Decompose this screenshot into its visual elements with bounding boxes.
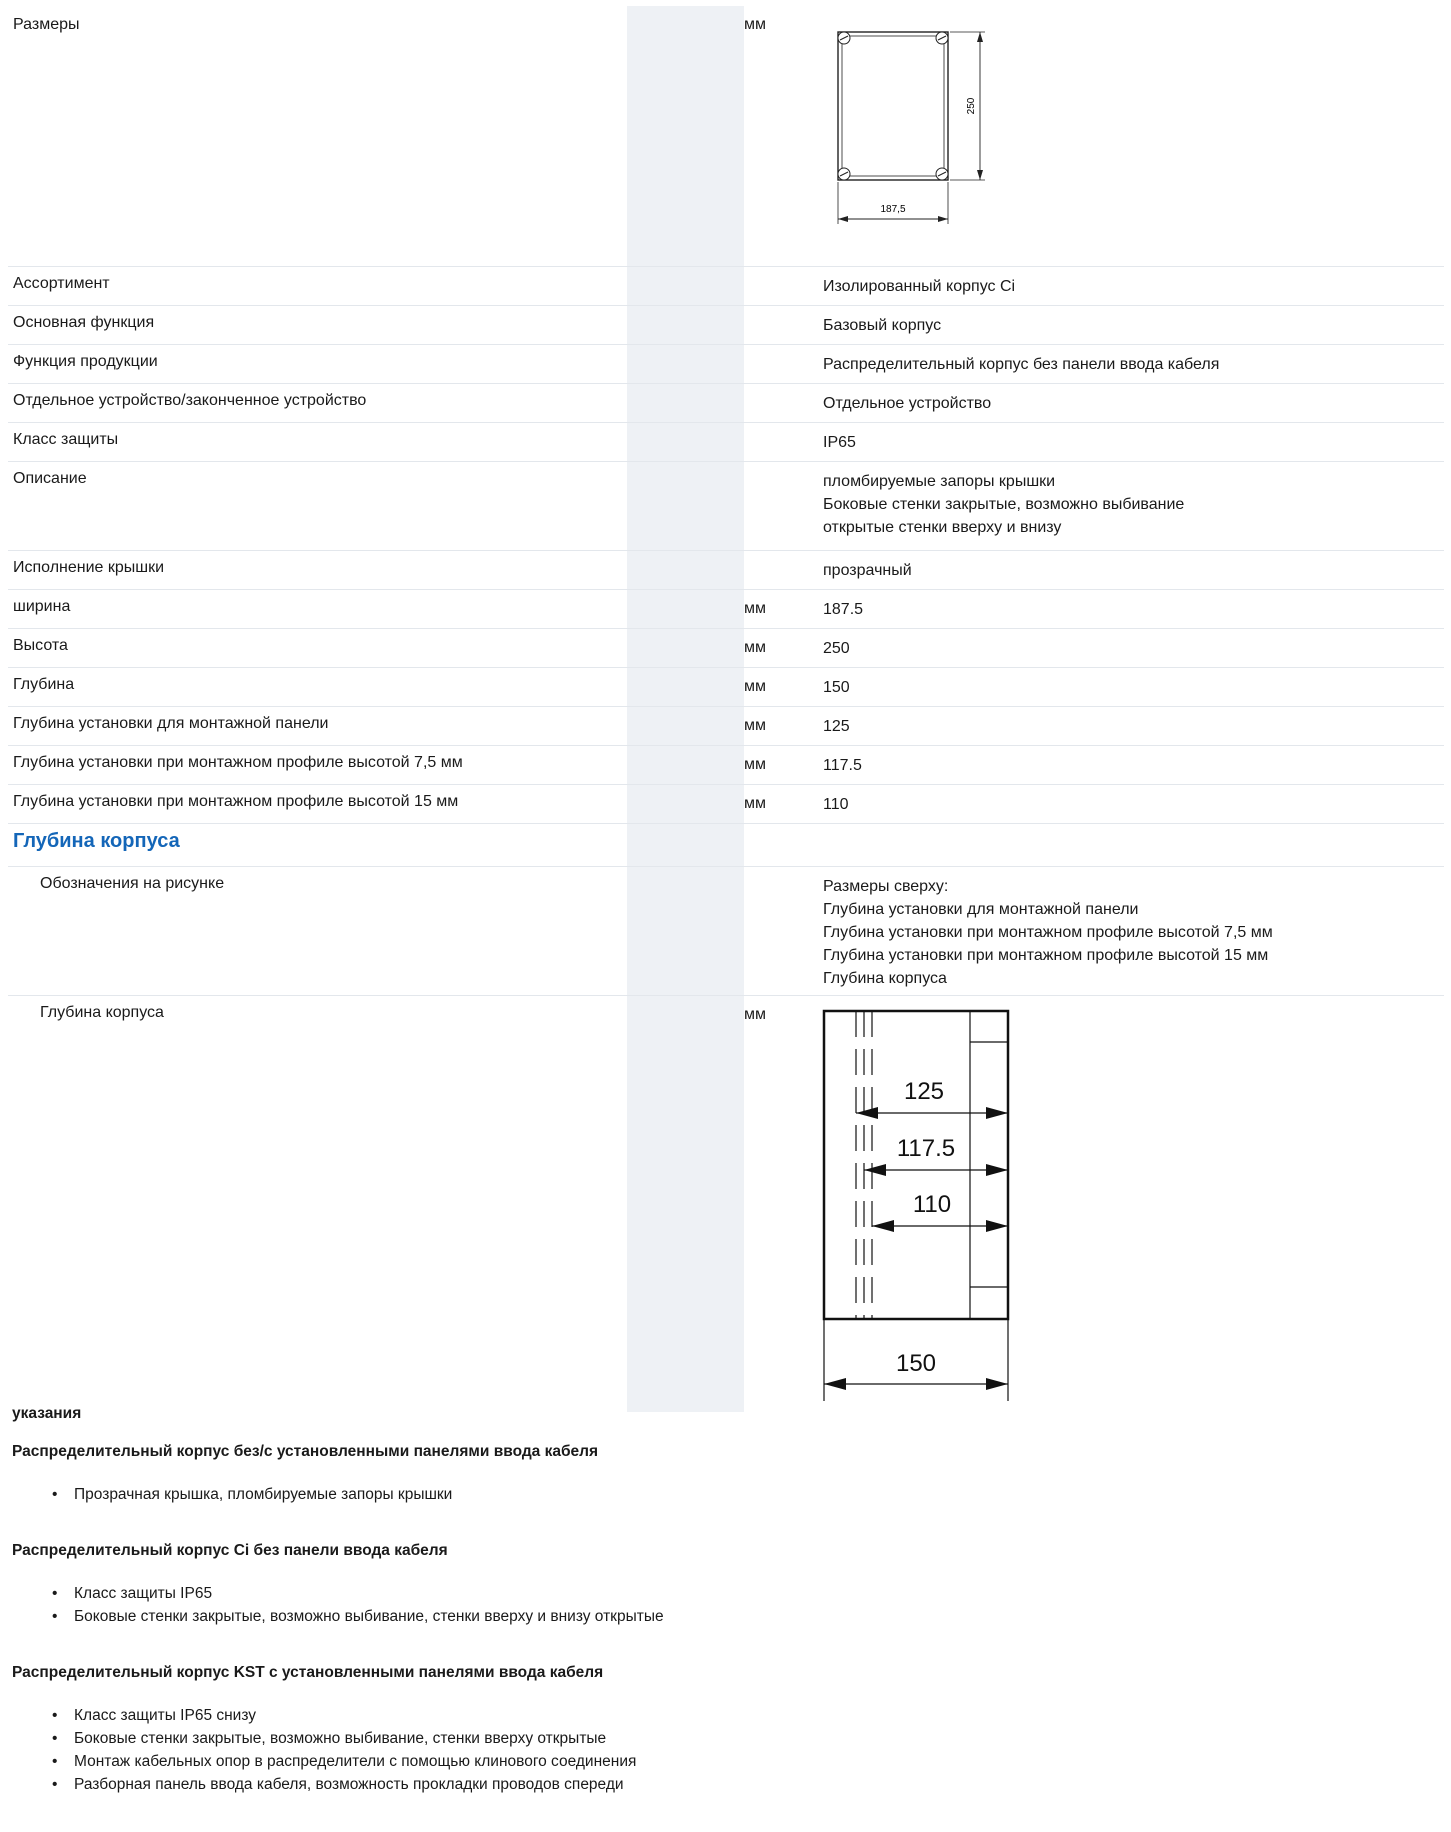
spec-row (8, 785, 1444, 824)
spec-unit: мм (744, 795, 766, 812)
spec-label: Глубина установки при монтажном профиле высотой 7,5 мм (13, 754, 463, 771)
note-group-title: Распределительный корпус без/с установленными панелями ввода кабеля (12, 1443, 599, 1460)
spec-row (8, 629, 1444, 668)
spec-label: Глубина (13, 676, 75, 693)
legend-line: Глубина корпуса (823, 970, 947, 987)
spec-label: Глубина установки при монтажном профиле высотой 15 мм (13, 793, 459, 810)
spec-value: прозрачный (823, 562, 912, 579)
note-list (12, 1704, 1432, 1796)
spec-value (813, 6, 1444, 266)
spec-row (8, 668, 1444, 707)
spec-label: Размеры (13, 16, 80, 33)
spec-value: Отдельное устройство (823, 395, 992, 412)
spec-table (8, 6, 1444, 1412)
spec-label: Описание (13, 470, 87, 487)
spec-unit: мм (744, 678, 766, 695)
note-list (12, 1582, 1432, 1628)
spec-row-depth (8, 996, 1444, 1412)
depth-label-110: 110 (912, 1191, 952, 1218)
section-heading-row (8, 824, 1444, 867)
legend-line: Глубина установки при монтажном профиле высотой 15 мм (823, 947, 1269, 964)
spec-row (8, 707, 1444, 746)
enclosure-depth-drawing (818, 1006, 1018, 1406)
spec-unit: мм (744, 756, 766, 773)
notes-heading: указания (12, 1405, 82, 1422)
spec-value: 110 (823, 796, 849, 813)
spec-value: 150 (823, 679, 850, 696)
spec-row (8, 746, 1444, 785)
spec-value (813, 462, 1444, 550)
list-item: • Разборная панель ввода кабеля, возможность прокладки проводов спереди (74, 1773, 1432, 1796)
spec-value (813, 867, 1444, 995)
spec-value: 125 (823, 718, 850, 735)
spec-row (8, 551, 1444, 590)
list-item: • Монтаж кабельных опор в распределители с помощью клинового соединения (74, 1750, 1432, 1773)
legend-line: Глубина установки при монтажном профиле высотой 7,5 мм (823, 924, 1273, 941)
spec-label: Глубина корпуса (40, 1004, 164, 1021)
spec-value: Изолированный корпус Ci (823, 278, 1016, 295)
spec-value: Распределительный корпус без панели ввода кабеля (823, 356, 1220, 373)
drawing-width-label: 187,5 (880, 204, 906, 215)
list-item: • Боковые стенки закрытые, возможно выбивание, стенки вверху и внизу открытые (74, 1605, 1432, 1628)
spec-unit: мм (744, 600, 766, 617)
legend-line: Глубина установки для монтажной панели (823, 901, 1139, 918)
note-group-title: Распределительный корпус KST с установленными панелями ввода кабеля (12, 1664, 604, 1681)
depth-label-117-5: 117.5 (896, 1135, 956, 1162)
spec-label: Ассортимент (13, 275, 110, 292)
spec-row (8, 306, 1444, 345)
enclosure-front-drawing (833, 24, 993, 234)
spec-label: Класс защиты (13, 431, 119, 448)
spec-label: Отдельное устройство/законченное устройство (13, 392, 367, 409)
spec-row-dimensions (8, 6, 1444, 267)
spec-label: Функция продукции (13, 353, 158, 370)
spec-label: Обозначения на рисунке (40, 875, 225, 892)
spec-label: Основная функция (13, 314, 155, 331)
spec-value: 250 (823, 640, 850, 657)
spec-row (8, 384, 1444, 423)
description-line: Боковые стенки закрытые, возможно выбивание (823, 496, 1185, 513)
note-group-title: Распределительный корпус Ci без панели ввода кабеля (12, 1542, 448, 1559)
note-list (12, 1483, 1432, 1506)
spec-unit: мм (744, 717, 766, 734)
description-line: пломбируемые запоры крышки (823, 473, 1056, 490)
spec-label: Исполнение крышки (13, 559, 165, 576)
spec-value: IP65 (823, 434, 856, 451)
spec-unit: мм (744, 639, 766, 656)
list-item: • Боковые стенки закрытые, возможно выбивание, стенки вверху открытые (74, 1727, 1432, 1750)
list-item: • Класс защиты IP65 (74, 1582, 1432, 1605)
spec-row (8, 590, 1444, 629)
spec-value: Базовый корпус (823, 317, 942, 334)
spec-value: 187.5 (823, 601, 864, 618)
spec-value (813, 996, 1444, 1412)
spec-label: Высота (13, 637, 68, 654)
spec-label: Глубина установки для монтажной панели (13, 715, 329, 732)
notes-section (12, 1405, 1432, 1832)
spec-unit: мм (744, 16, 766, 33)
legend-line: Размеры сверху: (823, 878, 949, 895)
spec-label: ширина (13, 598, 71, 615)
depth-label-150: 150 (895, 1350, 937, 1377)
description-line: открытые стенки вверху и внизу (823, 519, 1062, 536)
spec-row-description (8, 462, 1444, 551)
spec-value: 117.5 (823, 757, 862, 774)
depth-label-125: 125 (903, 1078, 945, 1105)
list-item: • Прозрачная крышка, пломбируемые запоры крышки (74, 1483, 1432, 1506)
spec-row (8, 423, 1444, 462)
spec-row (8, 267, 1444, 306)
list-item: • Класс защиты IP65 снизу (74, 1704, 1432, 1727)
spec-unit: мм (744, 1006, 766, 1023)
section-heading: Глубина корпуса (13, 830, 180, 852)
spec-row (8, 345, 1444, 384)
drawing-height-label: 250 (966, 97, 977, 115)
spec-row-legend (8, 867, 1444, 996)
